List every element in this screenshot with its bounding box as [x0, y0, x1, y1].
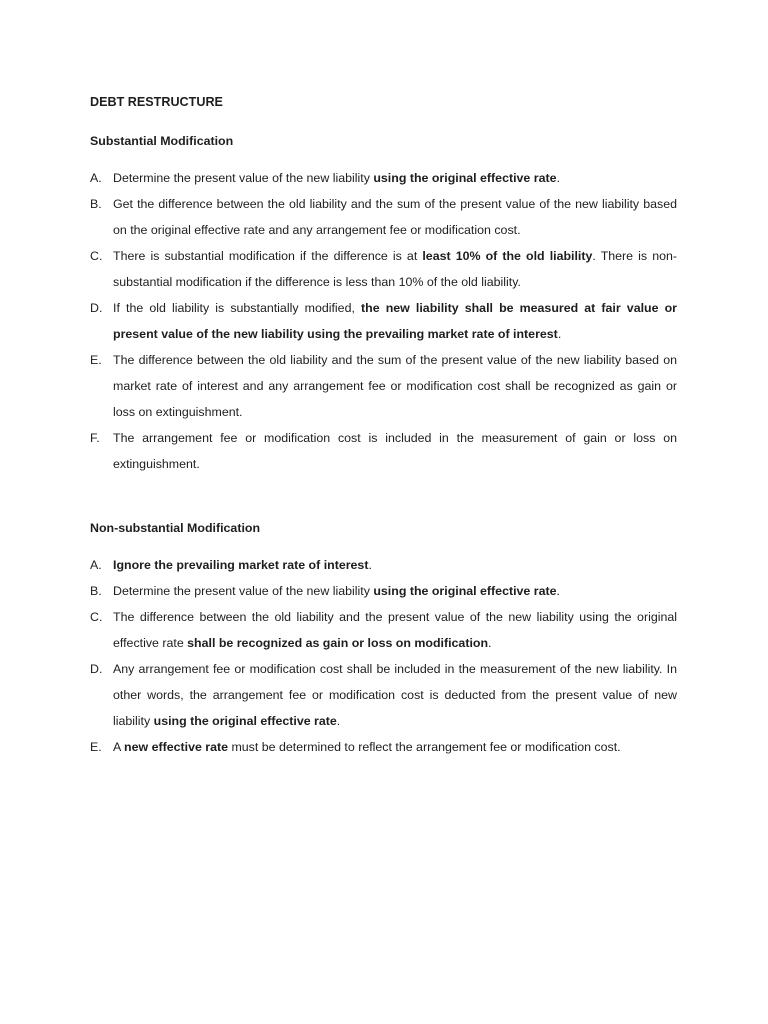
- list-item: [90, 295, 677, 347]
- list-item-letter: E.: [90, 353, 102, 367]
- emphasis-text: Ignore the prevailing market rate of interest: [113, 558, 369, 572]
- body-text: The arrangement fee or modification cost is included in the measurement of gain or loss on extinguishment.: [113, 431, 677, 471]
- emphasis-text: least 10% of the old liability: [422, 249, 593, 263]
- list-item-letter: E.: [90, 740, 102, 754]
- emphasis-text: using the original effective rate: [373, 171, 557, 185]
- list-item: [90, 578, 677, 604]
- list-item: [90, 604, 677, 656]
- emphasis-text: new effective rate: [124, 740, 229, 754]
- list-item: [90, 656, 677, 734]
- body-text: Any arrangement fee or modification cost shall be included in the measurement of the new liability. In other words, the arrangement fee or modification cost is deducted from the present value of new liability: [113, 662, 677, 728]
- body-text: A: [113, 740, 125, 754]
- body-text: . There is non-substantial modification if the difference is less than 10% of the old liability.: [113, 249, 677, 289]
- list-item-letter: F.: [90, 431, 100, 445]
- list-item-letter: B.: [90, 584, 102, 598]
- list-item: [90, 552, 677, 578]
- non-substantial-modification-list: [90, 552, 677, 760]
- list-item: [90, 425, 677, 477]
- emphasis-text: shall be recognized as gain or loss on modification: [187, 636, 489, 650]
- body-text: The difference between the old liability and the present value of the new liability using the original effective rate: [113, 610, 677, 650]
- body-text: If the old liability is substantially modified,: [113, 301, 362, 315]
- section-heading-non-substantial: Non-substantial Modification: [90, 521, 261, 535]
- list-item: [90, 191, 677, 243]
- emphasis-text: using the original effective rate: [373, 584, 557, 598]
- emphasis-text: the new liability shall be measured at fair value or present value of the new liability using the prevailing market rate of interest: [113, 301, 677, 341]
- list-item-letter: A.: [90, 171, 102, 185]
- list-item-letter: B.: [90, 197, 102, 211]
- list-item-letter: D.: [90, 662, 103, 676]
- body-text: Get the difference between the old liability and the sum of the present value of the new liability based on the original effective rate and any arrangement fee or modification cost.: [113, 197, 677, 237]
- document-title: DEBT RESTRUCTURE: [90, 95, 223, 109]
- list-item: [90, 165, 677, 191]
- list-item: [90, 734, 677, 760]
- list-item: [90, 347, 677, 425]
- body-text: There is substantial modification if the difference is at: [113, 249, 423, 263]
- list-item-letter: D.: [90, 301, 103, 315]
- list-item-letter: C.: [90, 249, 103, 263]
- section-heading-substantial: Substantial Modification: [90, 134, 234, 148]
- body-text: Determine the present value of the new liability: [113, 584, 374, 598]
- emphasis-text: using the original effective rate: [153, 714, 337, 728]
- list-item: [90, 243, 677, 295]
- body-text: The difference between the old liability and the sum of the present value of the new liability based on market rate of interest and any arrangement fee or modification cost shall be recognized as gain or loss on extinguishment.: [113, 353, 677, 419]
- body-text: .: [556, 584, 560, 598]
- body-text: .: [368, 558, 372, 572]
- body-text: Determine the present value of the new liability: [113, 171, 374, 185]
- body-text: .: [556, 171, 560, 185]
- body-text: .: [336, 714, 341, 728]
- list-item-letter: A.: [90, 558, 102, 572]
- body-text: .: [488, 636, 492, 650]
- body-text: .: [557, 327, 562, 341]
- body-text: must be determined to reflect the arrangement fee or modification cost.: [228, 740, 621, 754]
- list-item-letter: C.: [90, 610, 103, 624]
- substantial-modification-list: [90, 165, 677, 477]
